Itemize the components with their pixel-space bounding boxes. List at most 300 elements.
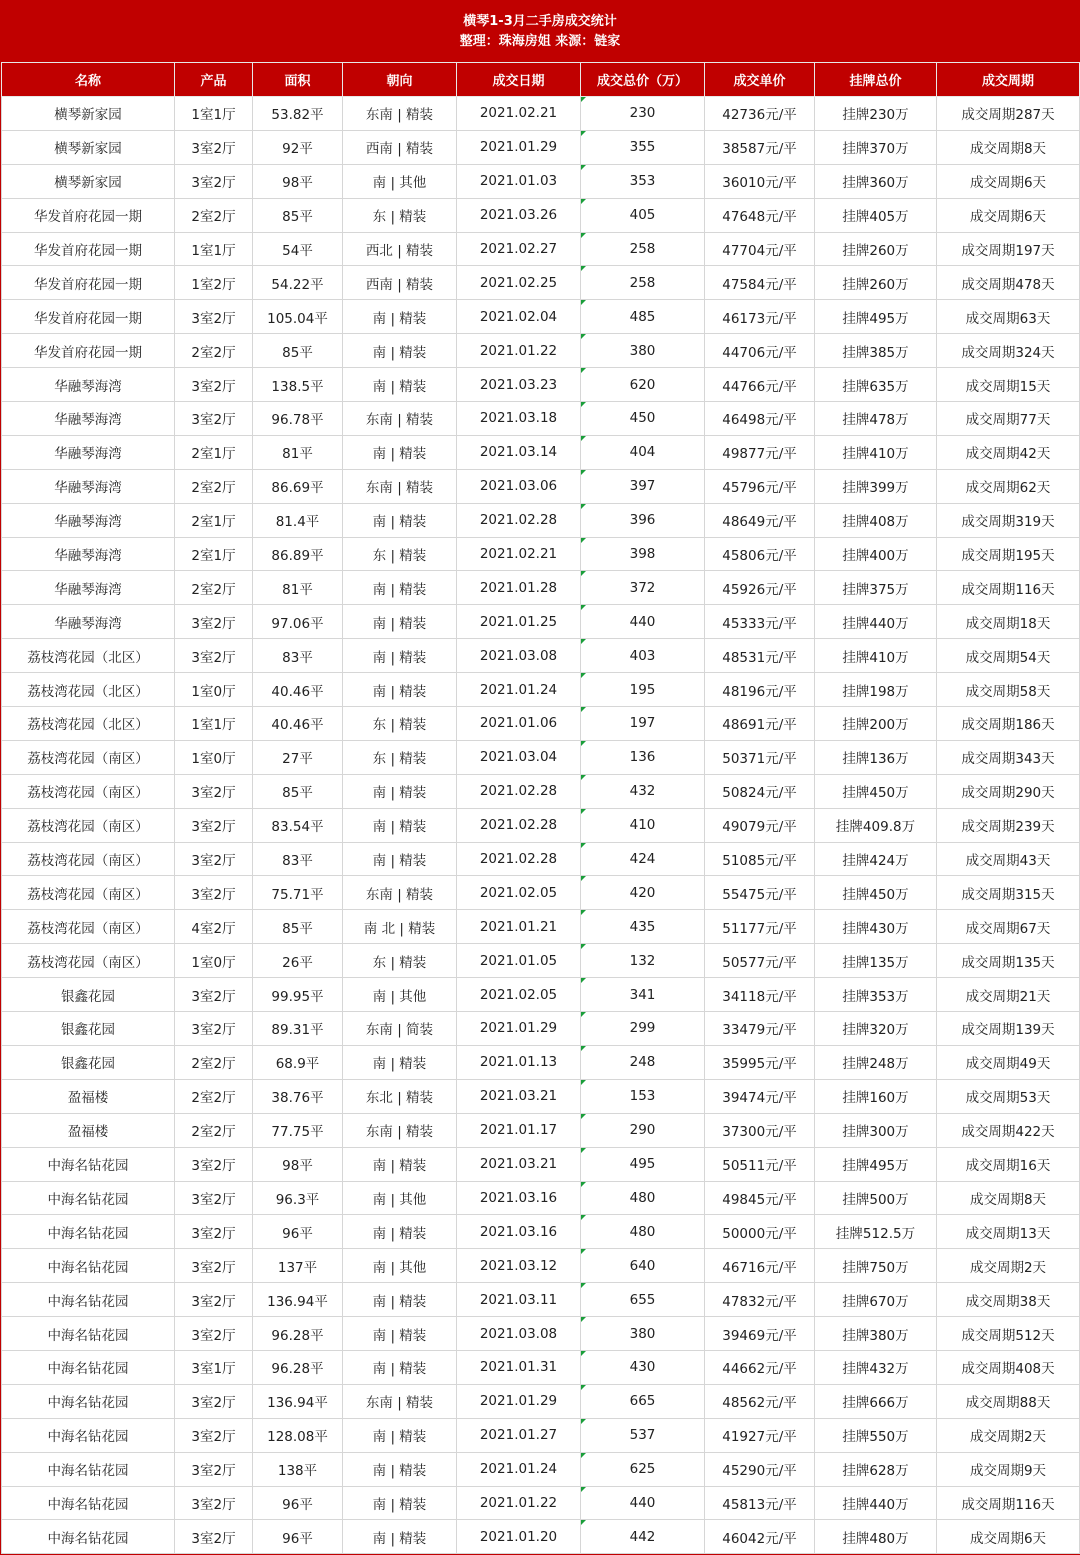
listing-price-cell: 挂牌300万 [815,1113,937,1147]
area-cell: 138.5平 [253,368,343,402]
listing-price-cell: 挂牌512.5万 [815,1215,937,1249]
community-name-cell: 横琴新家园 [2,164,175,198]
total-price-cell: 440 [581,1486,705,1520]
table-row [2,1418,1080,1452]
unit-price-cell: 50577元/平 [705,944,815,978]
orientation-cell: 东南 | 精装 [343,469,457,503]
deal-date-cell: 2021.03.26 [457,198,581,232]
total-price-cell: 435 [581,910,705,944]
area-cell: 81.4平 [253,503,343,537]
listing-price-cell: 挂牌136万 [815,740,937,774]
unit-price-cell: 45806元/平 [705,537,815,571]
deal-cycle-cell: 成交周期116天 [937,1486,1080,1520]
orientation-cell: 西南 | 精装 [343,266,457,300]
total-price-cell: 372 [581,571,705,605]
deal-date-cell: 2021.02.05 [457,876,581,910]
total-price-cell: 432 [581,774,705,808]
community-name-cell: 荔枝湾花园（南区） [2,876,175,910]
table-row [2,1249,1080,1283]
deal-date-cell: 2021.02.28 [457,774,581,808]
area-cell: 96.78平 [253,402,343,436]
unit-price-cell: 45796元/平 [705,469,815,503]
deal-date-cell: 2021.01.29 [457,1012,581,1046]
community-name-cell: 银鑫花园 [2,1012,175,1046]
table-row [2,1012,1080,1046]
orientation-cell: 南 | 精装 [343,1283,457,1317]
community-name-cell: 横琴新家园 [2,130,175,164]
total-price-cell: 380 [581,334,705,368]
listing-price-cell: 挂牌430万 [815,910,937,944]
orientation-cell: 南 | 精装 [343,774,457,808]
product-cell: 1室0厅 [175,944,253,978]
listing-price-cell: 挂牌495万 [815,300,937,334]
area-cell: 75.71平 [253,876,343,910]
unit-price-cell: 47832元/平 [705,1283,815,1317]
deal-cycle-cell: 成交周期43天 [937,842,1080,876]
table-row [2,944,1080,978]
community-name-cell: 中海名钻花园 [2,1384,175,1418]
deal-date-cell: 2021.01.20 [457,1520,581,1554]
area-cell: 136.94平 [253,1283,343,1317]
deal-cycle-cell: 成交周期324天 [937,334,1080,368]
deal-cycle-cell: 成交周期67天 [937,910,1080,944]
orientation-cell: 东南 | 简装 [343,1012,457,1046]
total-price-cell: 195 [581,673,705,707]
orientation-cell: 南 | 精装 [343,639,457,673]
community-name-cell: 华发首府花园一期 [2,232,175,266]
orientation-cell: 南 | 精装 [343,1045,457,1079]
total-price-cell: 197 [581,707,705,741]
total-price-cell: 620 [581,368,705,402]
area-cell: 85平 [253,910,343,944]
area-cell: 54.22平 [253,266,343,300]
community-name-cell: 盈福楼 [2,1113,175,1147]
table-row [2,1079,1080,1113]
table-row [2,740,1080,774]
deal-cycle-cell: 成交周期512天 [937,1317,1080,1351]
area-cell: 81平 [253,435,343,469]
area-cell: 26平 [253,944,343,978]
deal-date-cell: 2021.02.27 [457,232,581,266]
community-name-cell: 华融琴海湾 [2,605,175,639]
deal-cycle-cell: 成交周期38天 [937,1283,1080,1317]
deal-cycle-cell: 成交周期8天 [937,130,1080,164]
table-row [2,503,1080,537]
column-header-product: 产品 [175,63,253,97]
listing-price-cell: 挂牌200万 [815,707,937,741]
table-row [2,402,1080,436]
listing-price-cell: 挂牌478万 [815,402,937,436]
orientation-cell: 南 | 精装 [343,1317,457,1351]
unit-price-cell: 49845元/平 [705,1181,815,1215]
total-price-cell: 640 [581,1249,705,1283]
deal-cycle-cell: 成交周期62天 [937,469,1080,503]
deal-cycle-cell: 成交周期116天 [937,571,1080,605]
total-price-cell: 440 [581,605,705,639]
orientation-cell: 东南 | 精装 [343,1384,457,1418]
unit-price-cell: 44662元/平 [705,1350,815,1384]
unit-price-cell: 50824元/平 [705,774,815,808]
deal-date-cell: 2021.03.21 [457,1147,581,1181]
total-price-cell: 290 [581,1113,705,1147]
unit-price-cell: 55475元/平 [705,876,815,910]
area-cell: 54平 [253,232,343,266]
community-name-cell: 横琴新家园 [2,97,175,131]
column-header-orientation: 朝向 [343,63,457,97]
product-cell: 2室2厅 [175,1113,253,1147]
community-name-cell: 华融琴海湾 [2,402,175,436]
listing-price-cell: 挂牌408万 [815,503,937,537]
total-price-cell: 230 [581,97,705,131]
title-block [1,1,1079,62]
column-header-name: 名称 [2,63,175,97]
product-cell: 2室2厅 [175,571,253,605]
deal-cycle-cell: 成交周期422天 [937,1113,1080,1147]
unit-price-cell: 45813元/平 [705,1486,815,1520]
deal-cycle-cell: 成交周期13天 [937,1215,1080,1249]
table-row [2,300,1080,334]
deal-date-cell: 2021.02.21 [457,97,581,131]
table-row [2,1283,1080,1317]
listing-price-cell: 挂牌385万 [815,334,937,368]
table-row [2,978,1080,1012]
product-cell: 1室0厅 [175,673,253,707]
listing-price-cell: 挂牌450万 [815,876,937,910]
total-price-cell: 299 [581,1012,705,1046]
product-cell: 3室2厅 [175,1317,253,1351]
unit-price-cell: 46173元/平 [705,300,815,334]
total-price-cell: 355 [581,130,705,164]
listing-price-cell: 挂牌405万 [815,198,937,232]
deal-cycle-cell: 成交周期315天 [937,876,1080,910]
deal-date-cell: 2021.01.17 [457,1113,581,1147]
deal-date-cell: 2021.01.29 [457,1384,581,1418]
product-cell: 4室2厅 [175,910,253,944]
community-name-cell: 荔枝湾花园（南区） [2,842,175,876]
total-price-cell: 485 [581,300,705,334]
product-cell: 3室2厅 [175,1012,253,1046]
unit-price-cell: 47648元/平 [705,198,815,232]
product-cell: 3室2厅 [175,1181,253,1215]
product-cell: 3室2厅 [175,1486,253,1520]
community-name-cell: 荔枝湾花园（北区） [2,639,175,673]
deal-date-cell: 2021.02.05 [457,978,581,1012]
community-name-cell: 华发首府花园一期 [2,334,175,368]
total-price-cell: 136 [581,740,705,774]
community-name-cell: 荔枝湾花园（南区） [2,910,175,944]
listing-price-cell: 挂牌424万 [815,842,937,876]
community-name-cell: 荔枝湾花园（南区） [2,944,175,978]
column-header-date: 成交日期 [457,63,581,97]
table-row [2,910,1080,944]
area-cell: 89.31平 [253,1012,343,1046]
unit-price-cell: 44706元/平 [705,334,815,368]
deal-cycle-cell: 成交周期18天 [937,605,1080,639]
deal-cycle-cell: 成交周期195天 [937,537,1080,571]
deal-cycle-cell: 成交周期478天 [937,266,1080,300]
product-cell: 3室1厅 [175,1350,253,1384]
community-name-cell: 中海名钻花园 [2,1215,175,1249]
total-price-cell: 480 [581,1215,705,1249]
area-cell: 96.28平 [253,1350,343,1384]
deal-cycle-cell: 成交周期6天 [937,198,1080,232]
listing-price-cell: 挂牌450万 [815,774,937,808]
listing-price-cell: 挂牌440万 [815,605,937,639]
deal-date-cell: 2021.02.25 [457,266,581,300]
community-name-cell: 中海名钻花园 [2,1452,175,1486]
table-row [2,1147,1080,1181]
orientation-cell: 南 | 精装 [343,1418,457,1452]
product-cell: 3室2厅 [175,368,253,402]
orientation-cell: 东南 | 精装 [343,876,457,910]
listing-price-cell: 挂牌135万 [815,944,937,978]
listing-price-cell: 挂牌320万 [815,1012,937,1046]
deal-cycle-cell: 成交周期8天 [937,1181,1080,1215]
total-price-cell: 537 [581,1418,705,1452]
orientation-cell: 南 | 精装 [343,1486,457,1520]
listing-price-cell: 挂牌410万 [815,435,937,469]
transaction-table [1,62,1080,1554]
column-header-listing-price: 挂牌总价 [815,63,937,97]
area-cell: 96.3平 [253,1181,343,1215]
deal-date-cell: 2021.02.04 [457,300,581,334]
deal-cycle-cell: 成交周期42天 [937,435,1080,469]
deal-cycle-cell: 成交周期408天 [937,1350,1080,1384]
product-cell: 1室1厅 [175,97,253,131]
community-name-cell: 华融琴海湾 [2,435,175,469]
listing-price-cell: 挂牌666万 [815,1384,937,1418]
orientation-cell: 南 | 精装 [343,435,457,469]
area-cell: 97.06平 [253,605,343,639]
area-cell: 83.54平 [253,808,343,842]
deal-date-cell: 2021.01.21 [457,910,581,944]
orientation-cell: 东北 | 精装 [343,1079,457,1113]
unit-price-cell: 50371元/平 [705,740,815,774]
product-cell: 2室1厅 [175,537,253,571]
listing-price-cell: 挂牌370万 [815,130,937,164]
product-cell: 3室2厅 [175,1384,253,1418]
table-row [2,571,1080,605]
unit-price-cell: 51085元/平 [705,842,815,876]
community-name-cell: 华融琴海湾 [2,469,175,503]
area-cell: 40.46平 [253,707,343,741]
area-cell: 96.28平 [253,1317,343,1351]
orientation-cell: 南 | 其他 [343,164,457,198]
deal-date-cell: 2021.03.04 [457,740,581,774]
table-row [2,1452,1080,1486]
deal-date-cell: 2021.03.08 [457,1317,581,1351]
unit-price-cell: 51177元/平 [705,910,815,944]
unit-price-cell: 48562元/平 [705,1384,815,1418]
listing-price-cell: 挂牌375万 [815,571,937,605]
deal-date-cell: 2021.01.29 [457,130,581,164]
listing-price-cell: 挂牌198万 [815,673,937,707]
orientation-cell: 东 | 精装 [343,707,457,741]
area-cell: 105.04平 [253,300,343,334]
product-cell: 3室2厅 [175,130,253,164]
total-price-cell: 625 [581,1452,705,1486]
unit-price-cell: 45333元/平 [705,605,815,639]
total-price-cell: 341 [581,978,705,1012]
product-cell: 3室2厅 [175,842,253,876]
table-row [2,1113,1080,1147]
deal-cycle-cell: 成交周期21天 [937,978,1080,1012]
area-cell: 138平 [253,1452,343,1486]
product-cell: 3室2厅 [175,639,253,673]
product-cell: 3室2厅 [175,605,253,639]
community-name-cell: 盈福楼 [2,1079,175,1113]
orientation-cell: 南 北 | 精装 [343,910,457,944]
product-cell: 3室2厅 [175,164,253,198]
total-price-cell: 397 [581,469,705,503]
total-price-cell: 665 [581,1384,705,1418]
total-price-cell: 450 [581,402,705,436]
orientation-cell: 南 | 其他 [343,1249,457,1283]
unit-price-cell: 48196元/平 [705,673,815,707]
unit-price-cell: 50511元/平 [705,1147,815,1181]
deal-cycle-cell: 成交周期15天 [937,368,1080,402]
deal-date-cell: 2021.02.28 [457,503,581,537]
table-row [2,842,1080,876]
deal-cycle-cell: 成交周期319天 [937,503,1080,537]
total-price-cell: 380 [581,1317,705,1351]
area-cell: 85平 [253,774,343,808]
area-cell: 96平 [253,1520,343,1554]
deal-date-cell: 2021.01.24 [457,673,581,707]
orientation-cell: 南 | 精装 [343,571,457,605]
table-row [2,605,1080,639]
table-row [2,368,1080,402]
product-cell: 3室2厅 [175,1520,253,1554]
table-row [2,1045,1080,1079]
deal-cycle-cell: 成交周期58天 [937,673,1080,707]
deal-cycle-cell: 成交周期239天 [937,808,1080,842]
unit-price-cell: 35995元/平 [705,1045,815,1079]
total-price-cell: 495 [581,1147,705,1181]
community-name-cell: 华融琴海湾 [2,503,175,537]
unit-price-cell: 48691元/平 [705,707,815,741]
table-row [2,808,1080,842]
area-cell: 81平 [253,571,343,605]
orientation-cell: 南 | 精装 [343,808,457,842]
orientation-cell: 南 | 精装 [343,503,457,537]
orientation-cell: 南 | 精装 [343,300,457,334]
listing-price-cell: 挂牌248万 [815,1045,937,1079]
deal-cycle-cell: 成交周期197天 [937,232,1080,266]
total-price-cell: 655 [581,1283,705,1317]
orientation-cell: 东 | 精装 [343,944,457,978]
total-price-cell: 405 [581,198,705,232]
orientation-cell: 东 | 精装 [343,537,457,571]
product-cell: 3室2厅 [175,1147,253,1181]
orientation-cell: 南 | 精装 [343,368,457,402]
deal-cycle-cell: 成交周期6天 [937,1520,1080,1554]
community-name-cell: 银鑫花园 [2,978,175,1012]
orientation-cell: 南 | 精装 [343,605,457,639]
unit-price-cell: 47704元/平 [705,232,815,266]
area-cell: 86.89平 [253,537,343,571]
deal-cycle-cell: 成交周期139天 [937,1012,1080,1046]
column-header-area: 面积 [253,63,343,97]
area-cell: 68.9平 [253,1045,343,1079]
total-price-cell: 442 [581,1520,705,1554]
total-price-cell: 420 [581,876,705,910]
product-cell: 2室1厅 [175,435,253,469]
product-cell: 3室2厅 [175,1215,253,1249]
deal-date-cell: 2021.03.12 [457,1249,581,1283]
area-cell: 96平 [253,1215,343,1249]
deal-date-cell: 2021.01.27 [457,1418,581,1452]
deal-cycle-cell: 成交周期77天 [937,402,1080,436]
total-price-cell: 258 [581,232,705,266]
unit-price-cell: 37300元/平 [705,1113,815,1147]
deal-date-cell: 2021.01.25 [457,605,581,639]
deal-date-cell: 2021.01.05 [457,944,581,978]
deal-date-cell: 2021.03.16 [457,1181,581,1215]
area-cell: 92平 [253,130,343,164]
deal-cycle-cell: 成交周期186天 [937,707,1080,741]
product-cell: 3室2厅 [175,402,253,436]
total-price-cell: 404 [581,435,705,469]
table-row [2,1486,1080,1520]
area-cell: 86.69平 [253,469,343,503]
listing-price-cell: 挂牌160万 [815,1079,937,1113]
deal-date-cell: 2021.03.21 [457,1079,581,1113]
unit-price-cell: 45290元/平 [705,1452,815,1486]
table-row [2,537,1080,571]
table-row [2,232,1080,266]
community-name-cell: 荔枝湾花园（北区） [2,673,175,707]
orientation-cell: 南 | 精装 [343,1215,457,1249]
total-price-cell: 430 [581,1350,705,1384]
product-cell: 2室2厅 [175,334,253,368]
sheet-subtitle: 整理：珠海房姐 来源：链家 [459,34,621,49]
unit-price-cell: 46716元/平 [705,1249,815,1283]
area-cell: 98平 [253,1147,343,1181]
listing-price-cell: 挂牌670万 [815,1283,937,1317]
product-cell: 3室2厅 [175,300,253,334]
orientation-cell: 东南 | 精装 [343,97,457,131]
deal-cycle-cell: 成交周期2天 [937,1249,1080,1283]
unit-price-cell: 44766元/平 [705,368,815,402]
product-cell: 1室2厅 [175,266,253,300]
unit-price-cell: 48649元/平 [705,503,815,537]
product-cell: 2室2厅 [175,1045,253,1079]
listing-price-cell: 挂牌353万 [815,978,937,1012]
orientation-cell: 南 | 精装 [343,842,457,876]
community-name-cell: 中海名钻花园 [2,1249,175,1283]
orientation-cell: 南 | 精装 [343,1452,457,1486]
deal-date-cell: 2021.01.31 [457,1350,581,1384]
table-row [2,639,1080,673]
column-header-total-price: 成交总价（万） [581,63,705,97]
deal-cycle-cell: 成交周期6天 [937,164,1080,198]
product-cell: 3室2厅 [175,1452,253,1486]
total-price-cell: 396 [581,503,705,537]
unit-price-cell: 46498元/平 [705,402,815,436]
community-name-cell: 银鑫花园 [2,1045,175,1079]
deal-cycle-cell: 成交周期9天 [937,1452,1080,1486]
area-cell: 83平 [253,639,343,673]
deal-date-cell: 2021.02.28 [457,808,581,842]
community-name-cell: 荔枝湾花园（南区） [2,774,175,808]
product-cell: 3室2厅 [175,774,253,808]
area-cell: 128.08平 [253,1418,343,1452]
listing-price-cell: 挂牌260万 [815,232,937,266]
deal-date-cell: 2021.01.22 [457,334,581,368]
area-cell: 83平 [253,842,343,876]
listing-price-cell: 挂牌400万 [815,537,937,571]
